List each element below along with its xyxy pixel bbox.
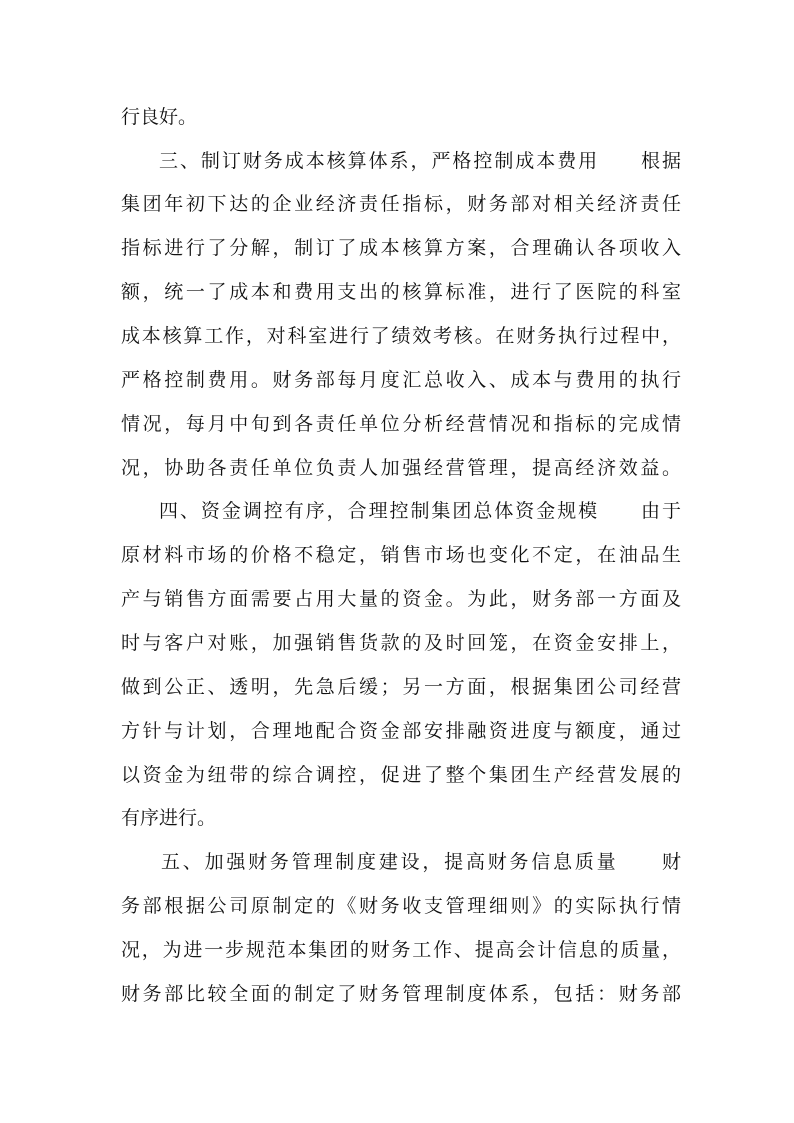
text-line: 额，统一了成本和费用支出的核算标准，进行了医院的科室 <box>121 281 681 303</box>
text-line: 成本核算工作，对科室进行了绩效考核。在财务执行过程中， <box>121 325 681 347</box>
section-heading-3: 三、制订财务成本核算体系，严格控制成本费用 根据 <box>159 150 681 172</box>
section-heading-4: 四、资金调控有序，合理控制集团总体资金规模 由于 <box>159 500 681 522</box>
text-line: 时与客户对账，加强销售货款的及时回笼，在资金安排上， <box>121 632 681 654</box>
section-heading-5: 五、加强财务管理制度建设，提高财务信息质量 财 <box>161 851 681 873</box>
text-line: 财务部比较全面的制定了财务管理制度体系，包括：财务部 <box>121 983 681 1005</box>
text-line: 集团年初下达的企业经济责任指标，财务部对相关经济责任 <box>121 193 681 215</box>
text-line: 严格控制费用。财务部每月度汇总收入、成本与费用的执行 <box>121 369 681 391</box>
text-line: 况，为进一步规范本集团的财务工作、提高会计信息的质量， <box>121 939 681 961</box>
text-line: 做到公正、透明，先急后缓；另一方面，根据集团公司经营 <box>121 676 681 698</box>
text-line: 指标进行了分解，制订了成本核算方案，合理确认各项收入 <box>121 237 681 259</box>
text-line: 有序进行。 <box>121 807 217 829</box>
text-line: 行良好。 <box>121 106 198 128</box>
text-line: 情况，每月中旬到各责任单位分析经营情况和指标的完成情 <box>121 413 681 435</box>
text-line: 产与销售方面需要占用大量的资金。为此，财务部一方面及 <box>121 588 681 610</box>
text-line: 以资金为纽带的综合调控，促进了整个集团生产经营发展的 <box>121 764 681 786</box>
text-line: 务部根据公司原制定的《财务收支管理细则》的实际执行情 <box>121 895 681 917</box>
text-line: 况，协助各责任单位负责人加强经营管理，提高经济效益。 <box>121 457 681 479</box>
text-line: 方针与计划，合理地配合资金部安排融资进度与额度，通过 <box>121 720 681 742</box>
text-line: 原材料市场的价格不稳定，销售市场也变化不定，在油品生 <box>121 544 681 566</box>
